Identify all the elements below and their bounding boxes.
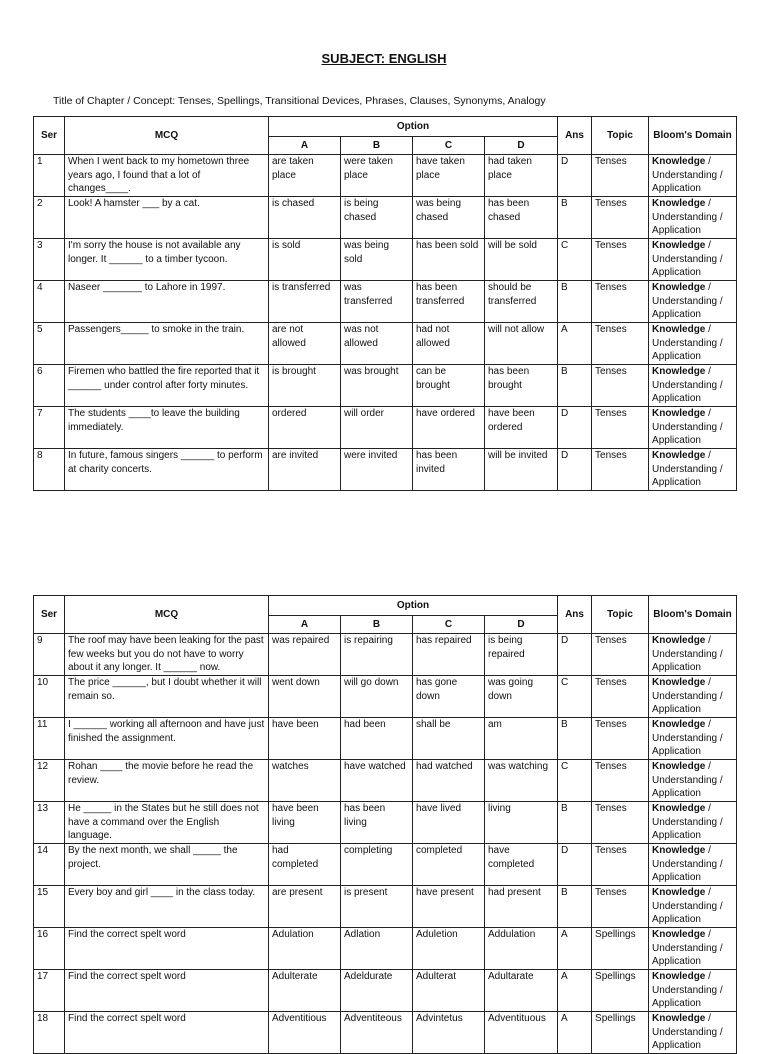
option-d-cell: am [485, 718, 558, 760]
option-b-cell: is repairing [341, 634, 413, 676]
option-c-cell: was being chased [413, 197, 485, 239]
domain-rest-label: / Understanding / Application [652, 366, 723, 405]
col-header-d: D [485, 616, 558, 634]
col-header-b: B [341, 616, 413, 634]
answer-cell: A [558, 970, 592, 1012]
question-cell: Find the correct spelt word [65, 970, 269, 1012]
col-header-option: Option [269, 117, 558, 137]
topic-cell: Tenses [592, 718, 649, 760]
answer-cell: A [558, 928, 592, 970]
domain-rest-label: / Understanding / Application [652, 408, 723, 447]
domain-rest-label: / Understanding / Application [652, 845, 723, 884]
option-c-cell: Adulterat [413, 970, 485, 1012]
topic-cell: Tenses [592, 802, 649, 844]
blooms-domain-cell [649, 760, 737, 802]
topic-cell: Tenses [592, 323, 649, 365]
option-b-cell: is present [341, 886, 413, 928]
blooms-domain-cell [649, 449, 737, 491]
option-d-cell: had taken place [485, 155, 558, 197]
blooms-domain-cell [649, 281, 737, 323]
domain-knowledge-label: Knowledge [652, 408, 706, 419]
answer-cell: D [558, 449, 592, 491]
table-row [34, 155, 737, 197]
domain-knowledge-label: Knowledge [652, 366, 706, 377]
answer-cell: D [558, 634, 592, 676]
domain-knowledge-label: Knowledge [652, 240, 706, 251]
option-b-cell: will go down [341, 676, 413, 718]
option-d-cell: Adultarate [485, 970, 558, 1012]
option-b-cell: was transferred [341, 281, 413, 323]
domain-rest-label: / Understanding / Application [652, 282, 723, 321]
topic-cell: Spellings [592, 1012, 649, 1054]
topic-cell: Tenses [592, 676, 649, 718]
blooms-domain-cell [649, 1012, 737, 1054]
domain-knowledge-label: Knowledge [652, 677, 706, 688]
col-header-mcq: MCQ [65, 596, 269, 634]
option-a-cell: is brought [269, 365, 341, 407]
ser-cell: 8 [34, 449, 65, 491]
domain-knowledge-label: Knowledge [652, 450, 706, 461]
table-row [34, 802, 737, 844]
option-a-cell: had completed [269, 844, 341, 886]
option-c-cell: have taken place [413, 155, 485, 197]
domain-knowledge-label: Knowledge [652, 719, 706, 730]
answer-cell: B [558, 197, 592, 239]
table-row [34, 634, 737, 676]
ser-cell: 16 [34, 928, 65, 970]
mcq-table-2 [33, 595, 737, 1054]
option-c-cell: have ordered [413, 407, 485, 449]
col-header-a: A [269, 137, 341, 155]
table-row [34, 197, 737, 239]
col-header-topic: Topic [592, 117, 649, 155]
col-header-blooms: Bloom's Domain [649, 117, 737, 155]
option-b-cell: has been living [341, 802, 413, 844]
topic-cell: Tenses [592, 886, 649, 928]
table-row [34, 718, 737, 760]
domain-knowledge-label: Knowledge [652, 324, 706, 335]
table-row [34, 239, 737, 281]
option-d-cell: was watching [485, 760, 558, 802]
option-a-cell: are invited [269, 449, 341, 491]
option-c-cell: have lived [413, 802, 485, 844]
table-row [34, 1012, 737, 1054]
question-cell: Every boy and girl ____ in the class today. [65, 886, 269, 928]
domain-rest-label: / Understanding / Application [652, 929, 723, 968]
option-d-cell: should be transferred [485, 281, 558, 323]
ser-cell: 11 [34, 718, 65, 760]
question-cell: When I went back to my hometown three years ago, I found that a lot of changes____. [65, 155, 269, 197]
option-c-cell: have present [413, 886, 485, 928]
option-d-cell: Adventituous [485, 1012, 558, 1054]
ser-cell: 1 [34, 155, 65, 197]
ser-cell: 3 [34, 239, 65, 281]
option-b-cell: had been [341, 718, 413, 760]
blooms-domain-cell [649, 239, 737, 281]
question-cell: Look! A hamster ___ by a cat. [65, 197, 269, 239]
table-row [34, 844, 737, 886]
domain-knowledge-label: Knowledge [652, 929, 706, 940]
domain-knowledge-label: Knowledge [652, 1013, 706, 1024]
option-d-cell: have been ordered [485, 407, 558, 449]
blooms-domain-cell [649, 197, 737, 239]
table-row [34, 449, 737, 491]
domain-rest-label: / Understanding / Application [652, 198, 723, 237]
option-a-cell: is transferred [269, 281, 341, 323]
option-a-cell: went down [269, 676, 341, 718]
domain-rest-label: / Understanding / Application [652, 761, 723, 800]
answer-cell: C [558, 676, 592, 718]
option-d-cell: will not allow [485, 323, 558, 365]
option-b-cell: have watched [341, 760, 413, 802]
table-row [34, 407, 737, 449]
option-a-cell: have been [269, 718, 341, 760]
blooms-domain-cell [649, 802, 737, 844]
option-d-cell: have completed [485, 844, 558, 886]
blooms-domain-cell [649, 928, 737, 970]
answer-cell: B [558, 802, 592, 844]
option-b-cell: was brought [341, 365, 413, 407]
domain-rest-label: / Understanding / Application [652, 450, 723, 489]
blooms-domain-cell [649, 970, 737, 1012]
question-cell: The price ______, but I doubt whether it will remain so. [65, 676, 269, 718]
option-c-cell: has been invited [413, 449, 485, 491]
blooms-domain-cell [649, 634, 737, 676]
option-c-cell: Advintetus [413, 1012, 485, 1054]
topic-cell: Tenses [592, 197, 649, 239]
domain-rest-label: / Understanding / Application [652, 971, 723, 1010]
table-row [34, 928, 737, 970]
mcq-table-1-body [34, 155, 737, 491]
ser-cell: 18 [34, 1012, 65, 1054]
option-d-cell: is being repaired [485, 634, 558, 676]
option-a-cell: have been living [269, 802, 341, 844]
mcq-table-2-body [34, 634, 737, 1054]
blooms-domain-cell [649, 718, 737, 760]
blooms-domain-cell [649, 323, 737, 365]
table-row [34, 365, 737, 407]
mcq-table-1 [33, 116, 737, 491]
domain-knowledge-label: Knowledge [652, 198, 706, 209]
option-d-cell: was going down [485, 676, 558, 718]
col-header-topic: Topic [592, 596, 649, 634]
ser-cell: 12 [34, 760, 65, 802]
option-c-cell: had not allowed [413, 323, 485, 365]
domain-rest-label: / Understanding / Application [652, 635, 723, 674]
chapter-title: Title of Chapter / Concept: Tenses, Spellings, Transitional Devices, Phrases, Clauses, Synonyms, Analogy [53, 95, 546, 107]
ser-cell: 5 [34, 323, 65, 365]
table-row [34, 760, 737, 802]
answer-cell: C [558, 239, 592, 281]
col-header-c: C [413, 616, 485, 634]
col-header-d: D [485, 137, 558, 155]
answer-cell: D [558, 407, 592, 449]
question-cell: By the next month, we shall _____ the project. [65, 844, 269, 886]
question-cell: The roof may have been leaking for the past few weeks but you do not have to worry about it any longer. It ______ now. [65, 634, 269, 676]
option-b-cell: completing [341, 844, 413, 886]
option-d-cell: had present [485, 886, 558, 928]
option-a-cell: ordered [269, 407, 341, 449]
blooms-domain-cell [649, 407, 737, 449]
col-header-ans: Ans [558, 117, 592, 155]
answer-cell: B [558, 718, 592, 760]
option-d-cell: living [485, 802, 558, 844]
topic-cell: Tenses [592, 281, 649, 323]
topic-cell: Tenses [592, 449, 649, 491]
topic-cell: Tenses [592, 760, 649, 802]
topic-cell: Tenses [592, 155, 649, 197]
option-b-cell: were taken place [341, 155, 413, 197]
domain-rest-label: / Understanding / Application [652, 803, 723, 842]
domain-knowledge-label: Knowledge [652, 845, 706, 856]
domain-knowledge-label: Knowledge [652, 282, 706, 293]
question-cell: I ______ working all afternoon and have just finished the assignment. [65, 718, 269, 760]
question-cell: In future, famous singers ______ to perform at charity concerts. [65, 449, 269, 491]
option-b-cell: is being chased [341, 197, 413, 239]
blooms-domain-cell [649, 886, 737, 928]
col-header-option: Option [269, 596, 558, 616]
table-row [34, 970, 737, 1012]
domain-knowledge-label: Knowledge [652, 971, 706, 982]
col-header-ser: Ser [34, 117, 65, 155]
option-d-cell: will be sold [485, 239, 558, 281]
ser-cell: 9 [34, 634, 65, 676]
question-cell: Naseer _______ to Lahore in 1997. [65, 281, 269, 323]
answer-cell: B [558, 281, 592, 323]
domain-knowledge-label: Knowledge [652, 156, 706, 167]
col-header-b: B [341, 137, 413, 155]
table-row [34, 323, 737, 365]
ser-cell: 17 [34, 970, 65, 1012]
ser-cell: 10 [34, 676, 65, 718]
table-row [34, 886, 737, 928]
col-header-blooms: Bloom's Domain [649, 596, 737, 634]
question-cell: The students ____to leave the building immediately. [65, 407, 269, 449]
blooms-domain-cell [649, 365, 737, 407]
blooms-domain-cell [649, 676, 737, 718]
answer-cell: D [558, 844, 592, 886]
col-header-ans: Ans [558, 596, 592, 634]
domain-rest-label: / Understanding / Application [652, 719, 723, 758]
domain-rest-label: / Understanding / Application [652, 156, 723, 195]
option-d-cell: will be invited [485, 449, 558, 491]
option-c-cell: can be brought [413, 365, 485, 407]
blooms-domain-cell [649, 844, 737, 886]
option-a-cell: are taken place [269, 155, 341, 197]
col-header-ser: Ser [34, 596, 65, 634]
question-cell: He _____ in the States but he still does not have a command over the English language. [65, 802, 269, 844]
option-c-cell: had watched [413, 760, 485, 802]
domain-rest-label: / Understanding / Application [652, 677, 723, 716]
domain-knowledge-label: Knowledge [652, 635, 706, 646]
ser-cell: 15 [34, 886, 65, 928]
domain-rest-label: / Understanding / Application [652, 324, 723, 363]
question-cell: Rohan ____ the movie before he read the review. [65, 760, 269, 802]
option-b-cell: was being sold [341, 239, 413, 281]
topic-cell: Spellings [592, 970, 649, 1012]
topic-cell: Spellings [592, 928, 649, 970]
option-c-cell: has been transferred [413, 281, 485, 323]
ser-cell: 2 [34, 197, 65, 239]
domain-knowledge-label: Knowledge [652, 761, 706, 772]
blooms-domain-cell [649, 155, 737, 197]
question-cell: I'm sorry the house is not available any longer. It ______ to a timber tycoon. [65, 239, 269, 281]
domain-rest-label: / Understanding / Application [652, 1013, 723, 1052]
option-a-cell: are present [269, 886, 341, 928]
option-b-cell: was not allowed [341, 323, 413, 365]
answer-cell: D [558, 155, 592, 197]
topic-cell: Tenses [592, 239, 649, 281]
option-d-cell: Addulation [485, 928, 558, 970]
option-a-cell: watches [269, 760, 341, 802]
domain-rest-label: / Understanding / Application [652, 240, 723, 279]
ser-cell: 6 [34, 365, 65, 407]
ser-cell: 4 [34, 281, 65, 323]
option-b-cell: will order [341, 407, 413, 449]
option-a-cell: was repaired [269, 634, 341, 676]
domain-knowledge-label: Knowledge [652, 887, 706, 898]
col-header-mcq: MCQ [65, 117, 269, 155]
topic-cell: Tenses [592, 634, 649, 676]
option-a-cell: Adulterate [269, 970, 341, 1012]
option-b-cell: were invited [341, 449, 413, 491]
domain-knowledge-label: Knowledge [652, 803, 706, 814]
option-b-cell: Adlation [341, 928, 413, 970]
domain-rest-label: / Understanding / Application [652, 887, 723, 926]
option-a-cell: is sold [269, 239, 341, 281]
col-header-a: A [269, 616, 341, 634]
ser-cell: 7 [34, 407, 65, 449]
question-cell: Firemen who battled the fire reported that it ______ under control after forty minutes. [65, 365, 269, 407]
option-c-cell: has been sold [413, 239, 485, 281]
answer-cell: C [558, 760, 592, 802]
col-header-c: C [413, 137, 485, 155]
ser-cell: 14 [34, 844, 65, 886]
answer-cell: A [558, 323, 592, 365]
topic-cell: Tenses [592, 365, 649, 407]
question-cell: Passengers_____ to smoke in the train. [65, 323, 269, 365]
option-c-cell: has gone down [413, 676, 485, 718]
table-row [34, 281, 737, 323]
question-cell: Find the correct spelt word [65, 928, 269, 970]
table-row [34, 676, 737, 718]
option-b-cell: Adventiteous [341, 1012, 413, 1054]
option-a-cell: Adventitious [269, 1012, 341, 1054]
option-c-cell: Aduletion [413, 928, 485, 970]
option-a-cell: Adulation [269, 928, 341, 970]
subject-title: SUBJECT: ENGLISH [321, 51, 447, 66]
option-c-cell: has repaired [413, 634, 485, 676]
ser-cell: 13 [34, 802, 65, 844]
option-b-cell: Adeldurate [341, 970, 413, 1012]
option-c-cell: shall be [413, 718, 485, 760]
answer-cell: A [558, 1012, 592, 1054]
option-d-cell: has been chased [485, 197, 558, 239]
topic-cell: Tenses [592, 407, 649, 449]
option-d-cell: has been brought [485, 365, 558, 407]
option-a-cell: are not allowed [269, 323, 341, 365]
answer-cell: B [558, 886, 592, 928]
answer-cell: B [558, 365, 592, 407]
option-a-cell: is chased [269, 197, 341, 239]
question-cell: Find the correct spelt word [65, 1012, 269, 1054]
option-c-cell: completed [413, 844, 485, 886]
topic-cell: Tenses [592, 844, 649, 886]
